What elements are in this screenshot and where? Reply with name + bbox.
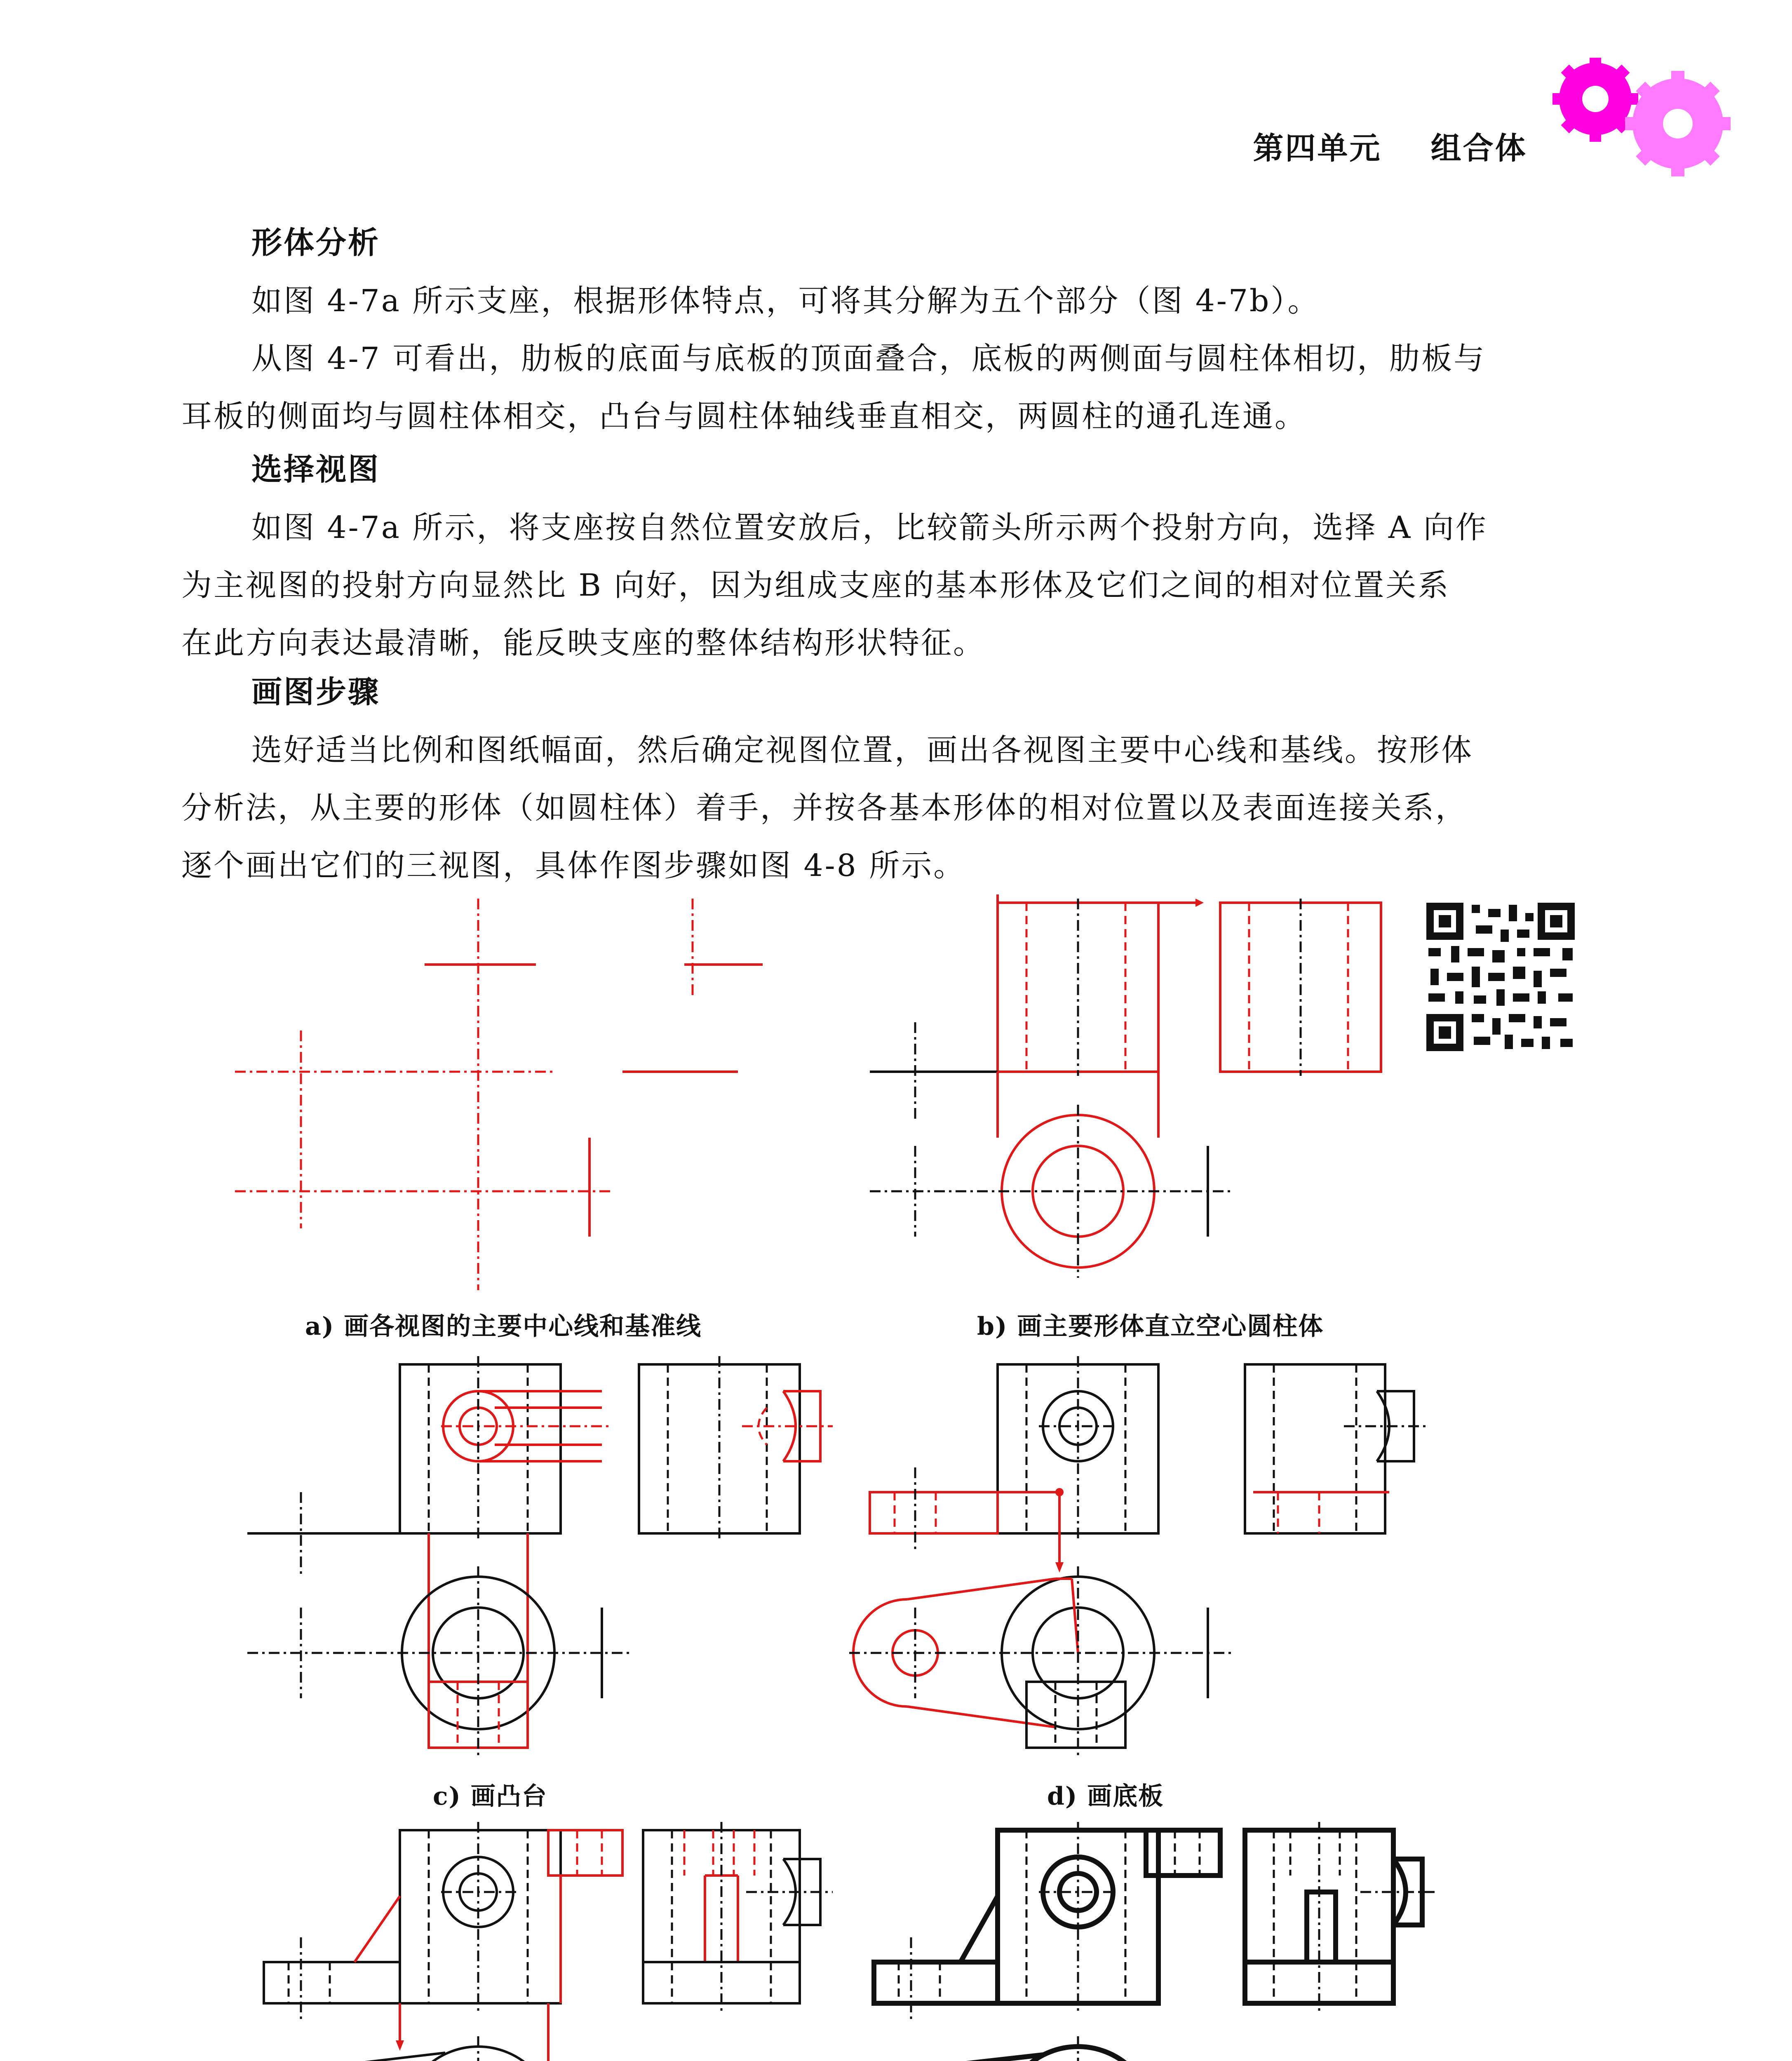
step-d-base-plate [849, 1356, 1426, 1756]
section-heading-shape-analysis: 形体分析 [251, 225, 380, 261]
step-b-main-cylinder [870, 894, 1381, 1278]
paragraph-line: 为主视图的投射方向显然比 B 向好，因为组成支座的基本形体及它们之间的相对位置关系 [181, 568, 1450, 603]
section-heading-view-selection: 选择视图 [251, 452, 380, 487]
paragraph-line: 选好适当比例和图纸幅面，然后确定视图位置，画出各视图主要中心线和基线。按形体 [251, 732, 1473, 768]
paragraph-line: 在此方向表达最清晰，能反映支座的整体结构形状特征。 [181, 625, 985, 661]
header-unit: 第四单元 [1253, 131, 1382, 166]
paragraph-line: 逐个画出它们的三视图，具体作图步骤如图 4-8 所示。 [181, 848, 966, 883]
qr-code-icon [1426, 903, 1575, 1051]
caption-c: c) 画凸台 [433, 1782, 547, 1811]
paragraph-line: 如图 4-7a 所示，将支座按自然位置安放后，比较箭头所示两个投射方向，选择 A 向作 [251, 510, 1488, 545]
section-heading-drawing-steps: 画图步骤 [251, 674, 380, 710]
step-f-final [857, 1822, 1435, 2061]
paragraph-line: 耳板的侧面均与圆柱体相交，凸台与圆柱体轴线垂直相交，两圆柱的通孔连通。 [181, 399, 1307, 434]
step-c-boss [247, 1356, 833, 1756]
caption-d: d) 画底板 [1047, 1782, 1164, 1811]
paragraph-line: 分析法，从主要的形体（如圆柱体）着手，并按各基本形体的相对位置以及表面连接关系， [181, 790, 1468, 826]
step-a-centerlines [235, 899, 763, 1290]
paragraph-line: 如图 4-7a 所示支座，根据形体特点，可将其分解为五个部分（图 4-7b）。 [251, 283, 1320, 319]
step-e-rib-and-ear [251, 1822, 833, 2061]
caption-a: a) 画各视图的主要中心线和基准线 [305, 1312, 702, 1341]
paragraph-line: 从图 4-7 可看出，肋板的底面与底板的顶面叠合，底板的两侧面与圆柱体相切，肋板与 [251, 341, 1486, 376]
header-title: 组合体 [1430, 131, 1527, 166]
caption-b: b) 画主要形体直立空心圆柱体 [977, 1312, 1324, 1341]
